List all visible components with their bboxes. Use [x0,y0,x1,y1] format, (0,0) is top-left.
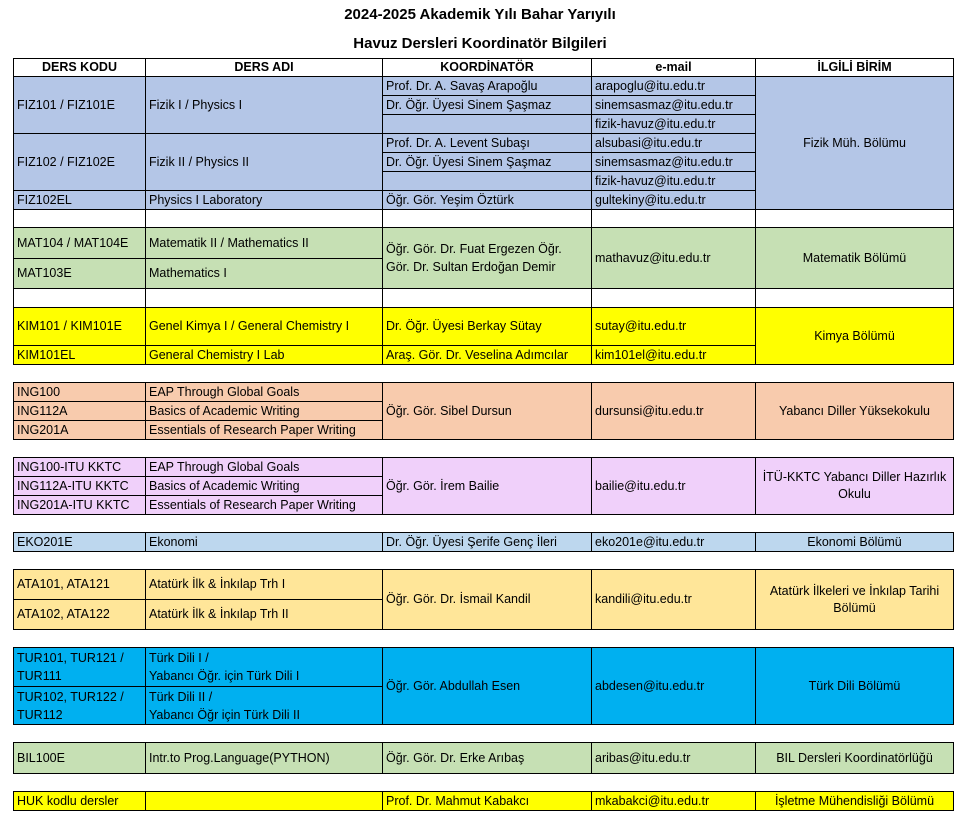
email: eko201e@itu.edu.tr [592,533,756,552]
unit: Kimya Bölümü [756,308,954,365]
unit: Ekonomi Bölümü [756,533,954,552]
coordinator: Dr. Öğr. Üyesi Berkay Sütay [383,308,592,346]
unit: Matematik Bölümü [756,228,954,289]
course-code: ING201A [14,421,146,440]
email: arapoglu@itu.edu.tr [592,77,756,96]
email: dursunsi@itu.edu.tr [592,383,756,440]
course-name-line: Yabancı Öğr için Türk Dili II [149,707,300,722]
course-name: Genel Kimya I / General Chemistry I [146,308,383,346]
course-name [146,687,383,725]
course-name: Atatürk İlk & İnkılap Trh II [146,600,383,630]
coordinator: Dr. Öğr. Üyesi Şerife Genç İleri [383,533,592,552]
coordinator: Dr. Öğr. Üyesi Sinem Şaşmaz [383,153,592,172]
course-name [146,792,383,811]
coordinator: Öğr. Gör. Abdullah Esen [383,648,592,725]
course-name: Mathematics I [146,259,383,289]
course-code: FIZ102 / FIZ102E [14,134,146,191]
document-subtitle: Havuz Dersleri Koordinatör Bilgileri [353,35,607,52]
email: fizik-havuz@itu.edu.tr [592,115,756,134]
course-code: ING201A-ITU KKTC [14,496,146,515]
course-name: Intr.to Prog.Language(PYTHON) [146,743,383,774]
coordinator: Öğr. Gör. Dr. İsmail Kandil [383,570,592,630]
course-code: FIZ101 / FIZ101E [14,77,146,134]
unit: Türk Dili Bölümü [756,648,954,725]
email: sinemsasmaz@itu.edu.tr [592,153,756,172]
unit: Atatürk İlkeleri ve İnkılap Tarihi Bölümü [756,570,954,630]
email: abdesen@itu.edu.tr [592,648,756,725]
email: mathavuz@itu.edu.tr [592,228,756,289]
email: aribas@itu.edu.tr [592,743,756,774]
course-name: Ekonomi [146,533,383,552]
email: gultekiny@itu.edu.tr [592,191,756,210]
course-name-line: Yabancı Öğr. için Türk Dili I [149,669,300,683]
coordinator: Prof. Dr. A. Levent Subaşı [383,134,592,153]
course-code: ING100-ITU KKTC [14,458,146,477]
course-code: ATA102, ATA122 [14,600,146,630]
course-code: MAT103E [14,259,146,289]
course-code: EKO201E [14,533,146,552]
course-code: ING112A-ITU KKTC [14,477,146,496]
header-code: DERS KODU [14,59,146,77]
course-name: Basics of Academic Writing [146,402,383,421]
coordinator: Öğr. Gör. Dr. Fuat Ergezen Öğr. Gör. Dr. Sultan Erdoğan Demir [383,228,592,289]
header-email: e-mail [592,59,756,77]
course-name-line: Türk Dili I / [149,651,209,665]
coordinator [383,172,592,191]
course-name: Atatürk İlk & İnkılap Trh I [146,570,383,600]
course-code: HUK kodlu dersler [14,792,146,811]
header-name: DERS ADI [146,59,383,77]
course-code: BIL100E [14,743,146,774]
coordinator: Dr. Öğr. Üyesi Sinem Şaşmaz [383,96,592,115]
unit: Yabancı Diller Yüksekokulu [756,383,954,440]
course-name: EAP Through Global Goals [146,458,383,477]
coordinator-table [13,58,954,811]
course-code: TUR101, TUR121 / TUR111 [14,648,146,687]
email: sinemsasmaz@itu.edu.tr [592,96,756,115]
email: bailie@itu.edu.tr [592,458,756,515]
unit: BIL Dersleri Koordinatörlüğü [756,743,954,774]
header-unit: İLGİLİ BİRİM [756,59,954,77]
header-coordinator: KOORDİNATÖR [383,59,592,77]
course-name: Essentials of Research Paper Writing [146,421,383,440]
coordinator [383,115,592,134]
course-name: EAP Through Global Goals [146,383,383,402]
course-name: Physics I Laboratory [146,191,383,210]
coordinator: Öğr. Gör. Sibel Dursun [383,383,592,440]
course-code: ING100 [14,383,146,402]
course-code: ING112A [14,402,146,421]
course-code: FIZ102EL [14,191,146,210]
email: alsubasi@itu.edu.tr [592,134,756,153]
course-code: MAT104 / MAT104E [14,228,146,259]
course-code: ATA101, ATA121 [14,570,146,600]
coordinator: Prof. Dr. A. Savaş Arapoğlu [383,77,592,96]
email: sutay@itu.edu.tr [592,308,756,346]
course-name: Fizik II / Physics II [146,134,383,191]
unit: İşletme Mühendisliği Bölümü [756,792,954,811]
course-name: Fizik I / Physics I [146,77,383,134]
course-code: KIM101EL [14,346,146,365]
course-name: Basics of Academic Writing [146,477,383,496]
unit: Fizik Müh. Bölümu [756,77,954,210]
course-name: Matematik II / Mathematics II [146,228,383,259]
email: kim101el@itu.edu.tr [592,346,756,365]
course-name-line: Türk Dili II / [149,689,213,704]
coordinator: Öğr. Gör. İrem Bailie [383,458,592,515]
email: mkabakci@itu.edu.tr [592,792,756,811]
course-code: KIM101 / KIM101E [14,308,146,346]
email: kandili@itu.edu.tr [592,570,756,630]
course-name: General Chemistry I Lab [146,346,383,365]
coordinator: Prof. Dr. Mahmut Kabakcı [383,792,592,811]
email: fizik-havuz@itu.edu.tr [592,172,756,191]
coordinator: Araş. Gör. Dr. Veselina Adımcılar [383,346,592,365]
coordinator: Öğr. Gör. Yeşim Öztürk [383,191,592,210]
course-name: Essentials of Research Paper Writing [146,496,383,515]
document-title: 2024-2025 Akademik Yılı Bahar Yarıyılı [344,6,616,23]
course-name [146,648,383,687]
unit: İTÜ-KKTC Yabancı Diller Hazırlık Okulu [756,458,954,515]
coordinator: Öğr. Gör. Dr. Erke Arıbaş [383,743,592,774]
course-code: TUR102, TUR122 / TUR112 [14,687,146,725]
